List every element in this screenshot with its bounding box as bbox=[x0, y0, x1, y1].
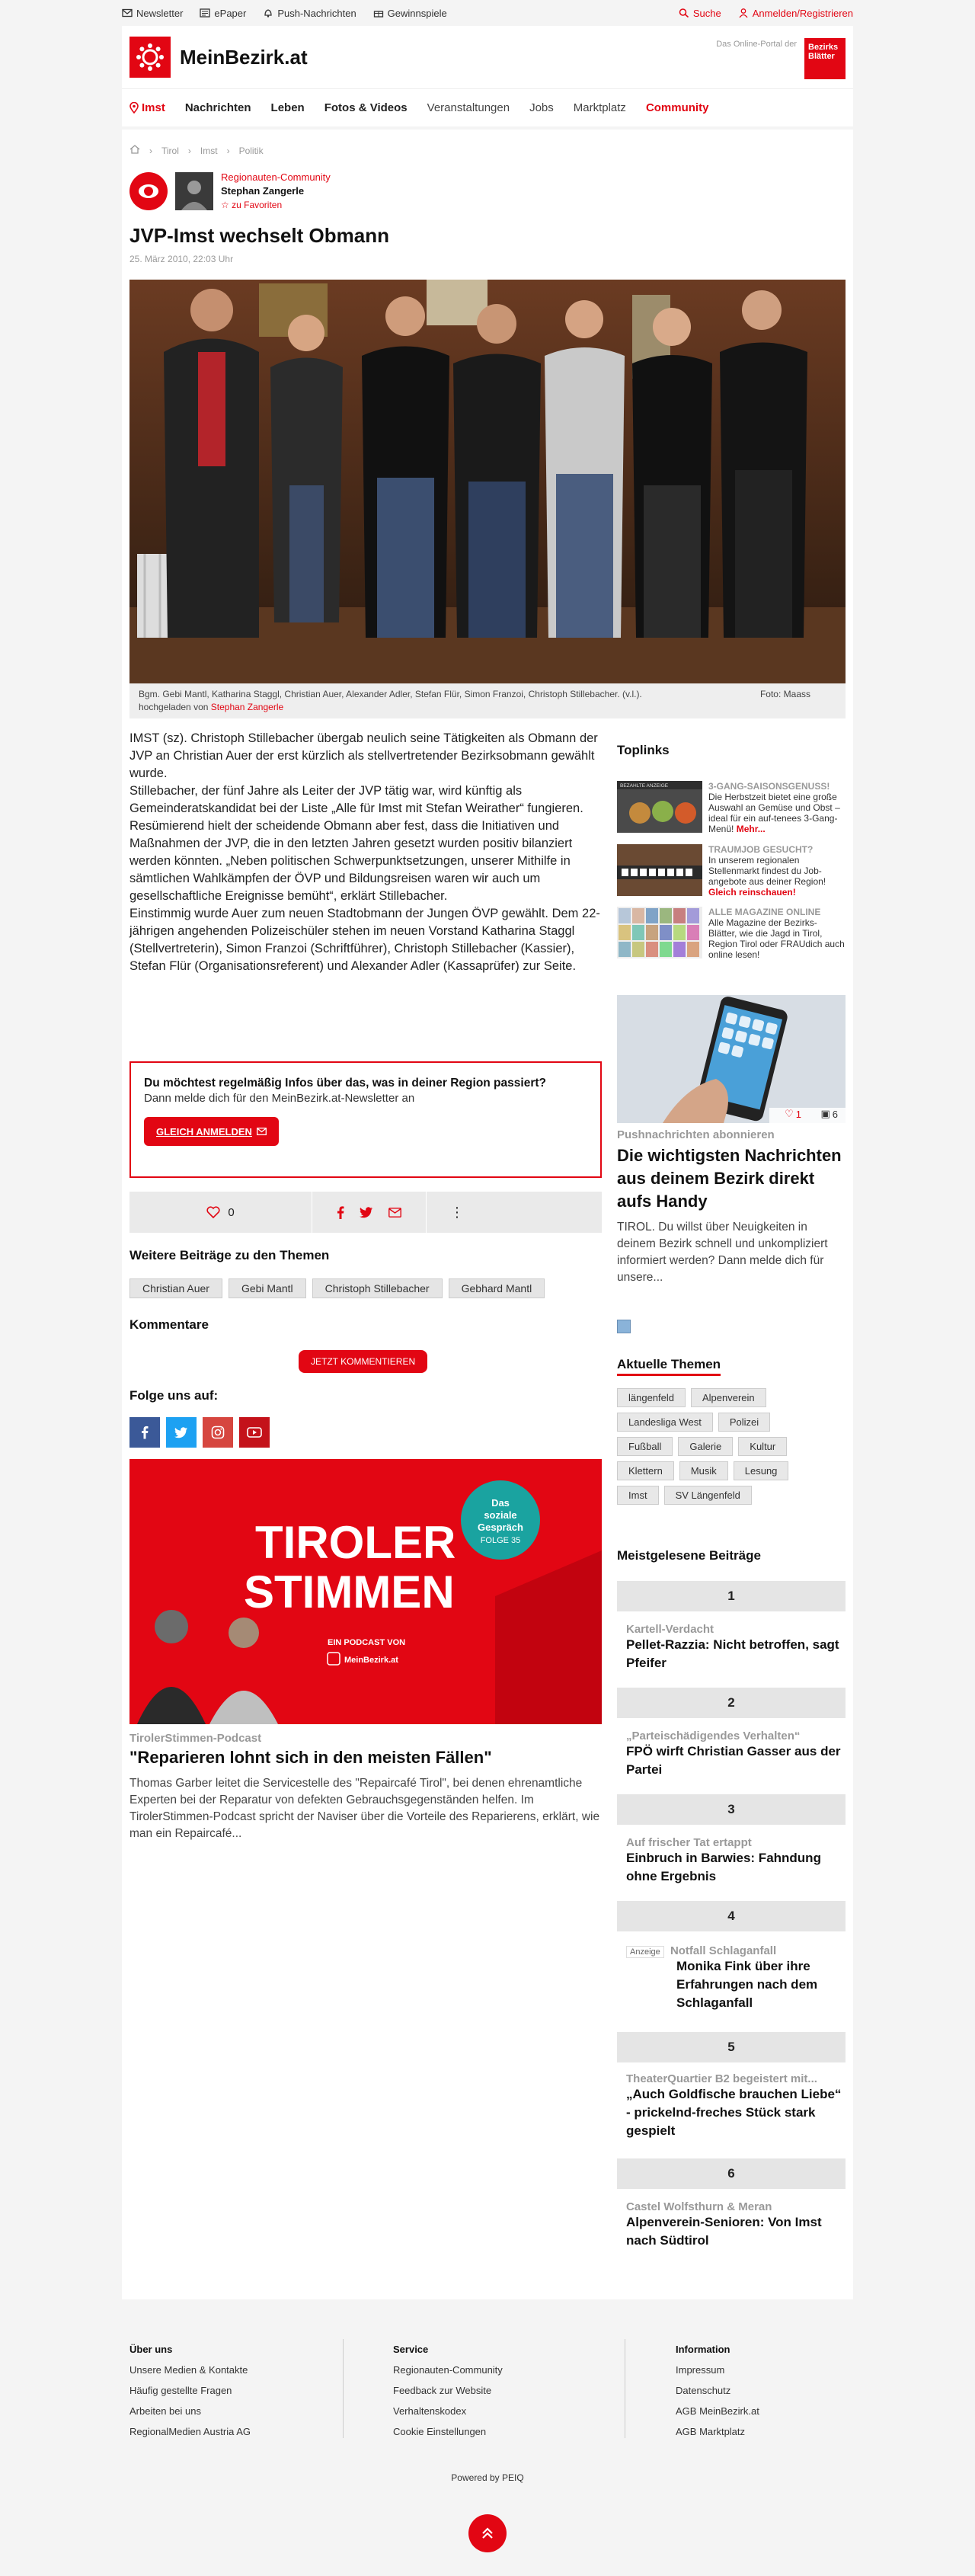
chevron-up-icon bbox=[480, 2526, 495, 2541]
utility-right bbox=[679, 8, 853, 19]
toplink-text bbox=[708, 781, 846, 837]
topic-tag[interactable]: Christoph Stillebacher bbox=[312, 1278, 443, 1298]
back-to-top-button[interactable] bbox=[468, 2514, 507, 2552]
utility-bar bbox=[122, 0, 853, 26]
footer-link[interactable]: Datenschutz bbox=[676, 2385, 731, 2396]
youtube-icon[interactable] bbox=[239, 1417, 270, 1448]
most-read-title: Einbruch in Barwies: Fahndung ohne Ergebnis bbox=[626, 1851, 821, 1883]
most-read-title: „Auch Goldfische brauchen Liebe“ - prickelnd-freches Stück stark gespielt bbox=[626, 2087, 842, 2138]
login-link[interactable] bbox=[738, 8, 853, 19]
most-read-item[interactable] bbox=[626, 1730, 846, 1779]
heart-icon: ♡ bbox=[785, 1108, 794, 1119]
email-share-icon[interactable] bbox=[388, 1208, 401, 1218]
toplink-text bbox=[708, 907, 846, 963]
podcast-badge-1: Das bbox=[491, 1497, 510, 1509]
nav-veranstaltungen[interactable]: Veranstaltungen bbox=[427, 101, 510, 114]
bezirksblaetter-logo-text: Bezirks Blätter bbox=[808, 43, 839, 61]
powered-by[interactable]: Powered by PEIQ bbox=[451, 2472, 524, 2483]
toplink-image bbox=[617, 907, 702, 958]
push-image-count bbox=[820, 1108, 838, 1120]
favorite-button[interactable] bbox=[221, 198, 331, 212]
rank-badge: 2 bbox=[617, 1688, 846, 1718]
toplink-image-label: BEZAHLTE ANZEIGE bbox=[620, 783, 669, 789]
like-button[interactable] bbox=[129, 1192, 312, 1233]
most-read-item[interactable] bbox=[626, 2200, 846, 2250]
footer-heading: Über uns bbox=[129, 2344, 173, 2355]
article-paragraph: IMST (sz). Christoph Stillebacher übergab neulich seine Tätigkeiten als Obmann der JVP an Christian Auer der erst kürzlich als stellvertretender Bezirksobmann gewählt wurde. bbox=[129, 731, 598, 780]
logo-icon bbox=[129, 37, 171, 78]
topic-chip[interactable]: Lesung bbox=[734, 1461, 789, 1480]
article-title: JVP-Imst wechselt Obmann bbox=[129, 224, 389, 247]
footer-link[interactable]: RegionalMedien Austria AG bbox=[129, 2426, 251, 2437]
footer-divider bbox=[343, 2339, 344, 2438]
push-text: TIROL. Du willst über Neuigkeiten in deinem Bezirk schnell und unkompliziert informiert werden? Dann melde dich für unsere... bbox=[617, 1221, 828, 1284]
most-read-kicker: TheaterQuartier B2 begeistert mit... bbox=[626, 2072, 817, 2085]
podcast-badge-4: FOLGE 35 bbox=[480, 1536, 521, 1545]
most-read-item[interactable] bbox=[626, 2072, 846, 2140]
current-topics-heading: Aktuelle Themen bbox=[617, 1357, 721, 1376]
podcast-image-logo: MeinBezirk.at bbox=[344, 1656, 398, 1665]
newsletter-label: Newsletter bbox=[136, 7, 184, 19]
facebook-icon[interactable] bbox=[337, 1206, 344, 1219]
gewinnspiele-link[interactable] bbox=[373, 8, 447, 19]
topic-chip[interactable]: Polizei bbox=[718, 1413, 770, 1432]
heart-icon bbox=[206, 1206, 220, 1218]
most-read-item[interactable] bbox=[626, 1623, 846, 1672]
mail-icon bbox=[122, 8, 133, 18]
topic-tag[interactable]: Gebi Mantl bbox=[229, 1278, 306, 1298]
most-read-kicker: Castel Wolfsthurn & Meran bbox=[626, 2200, 772, 2213]
newsletter-heading: Du möchtest regelmäßig Infos über das, was in deiner Region passiert? bbox=[144, 1077, 546, 1090]
article-photo[interactable] bbox=[129, 280, 846, 683]
epaper-label: ePaper bbox=[214, 7, 247, 19]
toplink-title: ALLE MAGAZINE ONLINE bbox=[708, 907, 821, 917]
most-read-title: Alpenverein-Senioren: Von Imst nach Südtirol bbox=[626, 2215, 822, 2248]
uploaded-line bbox=[139, 701, 836, 714]
footer-col-about bbox=[129, 2339, 358, 2442]
topic-chip[interactable]: SV Längenfeld bbox=[664, 1486, 752, 1505]
nav-marktplatz[interactable]: Marktplatz bbox=[573, 101, 626, 114]
footer-heading: Service bbox=[393, 2344, 429, 2355]
topic-chip[interactable]: längenfeld bbox=[617, 1388, 686, 1407]
toplink-more: Mehr... bbox=[736, 824, 766, 834]
toplink-title: 3-GANG-SAISONSGENUSS! bbox=[708, 781, 830, 792]
footer-link[interactable]: AGB MeinBezirk.at bbox=[676, 2405, 759, 2417]
nav-location[interactable] bbox=[129, 101, 165, 114]
nav-jobs[interactable]: Jobs bbox=[529, 101, 554, 114]
podcast-kicker: TirolerStimmen-Podcast bbox=[129, 1732, 262, 1745]
star-icon: ☆ bbox=[221, 200, 229, 210]
podcast-title[interactable]: "Reparieren lohnt sich in den meisten Fällen" bbox=[129, 1748, 492, 1767]
breadcrumb-politik[interactable]: Politik bbox=[238, 145, 264, 156]
social-links bbox=[129, 1417, 270, 1448]
footer-link[interactable]: Verhaltenskodex bbox=[393, 2405, 467, 2417]
facebook-icon[interactable] bbox=[129, 1417, 160, 1448]
push-kicker: Pushnachrichten abonnieren bbox=[617, 1128, 775, 1141]
more-vertical-icon: ⋮ bbox=[450, 1205, 464, 1220]
podcast-image-title-1: TIROLER bbox=[255, 1517, 456, 1568]
topic-chip[interactable]: Landesliga West bbox=[617, 1413, 713, 1432]
topic-chip[interactable]: Musik bbox=[679, 1461, 728, 1480]
toplink-body: In unserem regionalen Stellenmarkt findest du Job-angebote aus deiner Region! bbox=[708, 855, 826, 887]
footer-link[interactable]: Unsere Medien & Kontakte bbox=[129, 2364, 248, 2376]
footer-link[interactable]: Regionauten-Community bbox=[393, 2364, 503, 2376]
toplink-item[interactable] bbox=[617, 844, 846, 901]
footer-link[interactable]: Impressum bbox=[676, 2364, 725, 2376]
home-icon[interactable] bbox=[129, 145, 140, 156]
author-avatar[interactable] bbox=[175, 172, 213, 210]
comment-now-button[interactable]: JETZT KOMMENTIEREN bbox=[299, 1350, 427, 1373]
podcast-image-title-2: STIMMEN bbox=[244, 1566, 455, 1618]
footer-col-information bbox=[676, 2339, 904, 2442]
most-read-title: FPÖ wirft Christian Gasser aus der Partei bbox=[626, 1744, 841, 1777]
most-read-kicker: Auf frischer Tat ertappt bbox=[626, 1836, 752, 1849]
bell-icon bbox=[263, 8, 273, 18]
share-bar bbox=[129, 1192, 602, 1233]
article-date: 25. März 2010, 22:03 Uhr bbox=[129, 254, 234, 264]
toplink-body: Die Herbstzeit bietet eine große Auswahl an Gemüse und Obst – ideal für ein auf-tenees 3-Gang-Menü! bbox=[708, 792, 840, 834]
footer-link[interactable]: Feedback zur Website bbox=[393, 2385, 492, 2396]
toplink-image bbox=[617, 781, 702, 833]
rank-badge: 3 bbox=[617, 1794, 846, 1825]
images-icon: ▣ bbox=[820, 1108, 830, 1119]
footer-link[interactable]: Cookie Einstellungen bbox=[393, 2426, 487, 2437]
search-icon bbox=[679, 8, 689, 18]
epaper-icon bbox=[200, 8, 210, 18]
toplink-title: TRAUMJOB GESUCHT? bbox=[708, 844, 814, 855]
most-read-kicker: Notfall Schlaganfall bbox=[670, 1944, 777, 1957]
footer-link[interactable]: AGB Marktplatz bbox=[676, 2426, 746, 2437]
site-header bbox=[122, 26, 853, 88]
logo-text: MeinBezirk.at bbox=[180, 45, 308, 69]
podcast-teaser-image[interactable] bbox=[129, 1459, 602, 1724]
topic-chip[interactable]: Galerie bbox=[678, 1437, 733, 1456]
footer-heading: Information bbox=[676, 2344, 730, 2355]
portal-text: Das Online-Portal der bbox=[716, 40, 797, 49]
more-topics-heading: Weitere Beiträge zu den Themen bbox=[129, 1248, 330, 1262]
breadcrumb-imst[interactable]: Imst bbox=[200, 145, 218, 156]
podcast-image-sub: EIN PODCAST VON bbox=[328, 1638, 406, 1647]
rank-badge: 4 bbox=[617, 1901, 846, 1931]
caption-credit: Foto: Maass bbox=[759, 689, 810, 699]
community-link[interactable]: Regionauten-Community bbox=[221, 171, 331, 183]
footer-link[interactable]: Häufig gestellte Fragen bbox=[129, 2385, 232, 2396]
toplink-item[interactable] bbox=[617, 781, 846, 837]
toplink-image bbox=[617, 844, 702, 896]
breadcrumb-tirol[interactable]: Tirol bbox=[161, 145, 179, 156]
push-like-number: 1 bbox=[795, 1108, 801, 1120]
utility-left bbox=[122, 8, 447, 19]
newsletter-signup-button[interactable] bbox=[144, 1117, 279, 1146]
nav-fotos-videos[interactable]: Fotos & Videos bbox=[324, 101, 408, 114]
more-options-button[interactable] bbox=[427, 1192, 488, 1233]
topic-tag[interactable]: Gebhard Mantl bbox=[449, 1278, 545, 1298]
podcast-badge-2: soziale bbox=[484, 1509, 517, 1521]
podcast-badge-3: Gespräch bbox=[478, 1522, 523, 1533]
gift-icon bbox=[373, 8, 384, 18]
current-topics-list bbox=[617, 1388, 815, 1505]
bezirksblaetter-logo[interactable] bbox=[804, 38, 846, 79]
topic-chip[interactable]: Klettern bbox=[617, 1461, 674, 1480]
toplink-body: Alle Magazine der Bezirks-Blätter, wie die Jagd in Tirol, Region Tirol oder FRAUdich auch online lesen! bbox=[708, 917, 845, 960]
most-read-kicker: Kartell-Verdacht bbox=[626, 1623, 714, 1636]
follow-heading: Folge uns auf: bbox=[129, 1388, 219, 1403]
rank-badge: 6 bbox=[617, 2158, 846, 2189]
most-read-item[interactable] bbox=[626, 1836, 846, 1886]
author-meta bbox=[221, 171, 331, 212]
article-paragraph: Einstimmig wurde Auer zum neuen Stadtobmann der Jungen ÖVP gewählt. Dem 22-jährigen angehenden Polizeischüler stehen im neuen Vorstand Katharina Staggl (Stellvertreterin), Simon Franzoi (Schriftführer), Christoph Stillebacher (Kassier), Stefan Flür (Organisationsreferent) und Alexander Adler (Kassaprüfer) zur Seite. bbox=[129, 907, 600, 973]
newsletter-subtext: Dann melde dich für den MeinBezirk.at-Newsletter an bbox=[144, 1092, 415, 1105]
chevron-right-icon: › bbox=[149, 145, 152, 156]
footer-link[interactable]: Arbeiten bei uns bbox=[129, 2405, 201, 2417]
topic-chip[interactable]: Imst bbox=[617, 1486, 659, 1505]
nav-community[interactable]: Community bbox=[645, 101, 709, 114]
topic-tag[interactable]: Christian Auer bbox=[129, 1278, 222, 1298]
most-read-kicker: „Parteischädigendes Verhalten“ bbox=[626, 1730, 801, 1742]
like-count: 0 bbox=[228, 1205, 235, 1219]
most-read-kicker-row bbox=[626, 1944, 846, 1957]
toplink-more: Gleich reinschauen! bbox=[708, 887, 796, 898]
nav-leben[interactable]: Leben bbox=[270, 101, 305, 114]
push-link[interactable] bbox=[263, 8, 356, 19]
toplink-text bbox=[708, 844, 846, 901]
most-read-title: Pellet-Razzia: Nicht betroffen, sagt Pfeifer bbox=[626, 1637, 839, 1670]
search-label: Suche bbox=[692, 7, 721, 19]
newsletter-signup-label: GLEICH ANMELDEN bbox=[156, 1125, 252, 1138]
ad-label: Anzeige bbox=[626, 1946, 664, 1958]
newsletter-link[interactable] bbox=[122, 8, 183, 19]
nav-nachrichten[interactable]: Nachrichten bbox=[184, 101, 251, 114]
photo-caption bbox=[129, 683, 846, 718]
article-body bbox=[129, 730, 602, 975]
site-logo[interactable] bbox=[129, 37, 308, 78]
uploaded-prefix: hochgeladen von bbox=[139, 702, 209, 712]
article-paragraph: Stillebacher, der fünf Jahre als Leiter der JVP tätig war, wird künftig als Gemeinderatskandidat bei der Liste „Alle für Imst mit Stefan Weirather“ fungieren. Resümierend hielt der scheidende Obmann aber fest, dass die Initiativen und Maßnahmen der JVP, die in den letzten Jahren gesetzt wurden positiv bilanziert werden könnten. „Neben politischen Schwerpunktsetzungen, unserer Mithilfe in sämtlichen Wahlkämpfen der ÖVP und Bildungsreisen waren wir auch um gesellschaftliche Ereignisse bemüht“, erklärt Stillebacher. bbox=[129, 784, 583, 903]
push-title[interactable]: Die wichtigsten Nachrichten aus deinem Bezirk direkt aufs Handy bbox=[617, 1146, 842, 1211]
mail-icon bbox=[257, 1128, 267, 1135]
rank-badge: 1 bbox=[617, 1581, 846, 1611]
push-label: Push-Nachrichten bbox=[277, 7, 356, 19]
twitter-icon[interactable] bbox=[360, 1207, 373, 1218]
uploaded-by-link[interactable]: Stephan Zangerle bbox=[210, 702, 284, 712]
topic-tags bbox=[129, 1278, 545, 1298]
epaper-link[interactable] bbox=[200, 8, 246, 19]
most-read-heading: Meistgelesene Beiträge bbox=[617, 1548, 761, 1563]
ad-marker-icon[interactable] bbox=[617, 1320, 631, 1333]
footer-col-service bbox=[393, 2339, 622, 2442]
topic-chip[interactable]: Kultur bbox=[738, 1437, 787, 1456]
nav-location-label: Imst bbox=[142, 101, 165, 114]
author-name[interactable]: Stephan Zangerle bbox=[221, 185, 305, 197]
user-icon bbox=[738, 8, 749, 18]
chevron-right-icon: › bbox=[226, 145, 230, 156]
favorite-label: zu Favoriten bbox=[232, 200, 283, 210]
community-avatar[interactable] bbox=[129, 172, 168, 210]
twitter-icon[interactable] bbox=[166, 1417, 197, 1448]
breadcrumb bbox=[129, 145, 264, 156]
newsletter-box bbox=[129, 1061, 602, 1178]
push-teaser-image[interactable] bbox=[617, 995, 846, 1123]
rank-badge: 5 bbox=[617, 2032, 846, 2062]
login-label: Anmelden/Registrieren bbox=[752, 7, 853, 19]
most-read-title: Monika Fink über ihre Erfahrungen nach dem Schlaganfall bbox=[676, 1959, 818, 2010]
comments-heading: Kommentare bbox=[129, 1317, 209, 1332]
instagram-icon[interactable] bbox=[203, 1417, 233, 1448]
most-read-item[interactable] bbox=[626, 1944, 846, 2012]
author-block bbox=[129, 171, 331, 212]
toplink-item[interactable] bbox=[617, 907, 846, 963]
caption-text: Bgm. Gebi Mantl, Katharina Staggl, Christian Auer, Alexander Adler, Stefan Flür, Simon Franzoi, Christoph Stillebacher. (v.l.). bbox=[139, 689, 642, 699]
share-buttons bbox=[312, 1192, 427, 1233]
chevron-right-icon: › bbox=[187, 145, 191, 156]
push-image-number: 6 bbox=[832, 1108, 838, 1120]
topic-chip[interactable]: Fußball bbox=[617, 1437, 673, 1456]
toplinks-heading: Toplinks bbox=[617, 743, 670, 757]
topic-chip[interactable]: Alpenverein bbox=[691, 1388, 766, 1407]
main-nav bbox=[122, 88, 853, 126]
podcast-teaser-text: Thomas Garber leitet die Servicestelle des "Repaircafé Tirol", bei denen ehrenamtliche Experten bei der Reparatur von defekten Gebrauchsgegenständen helfen. Im TirolerStimmen-Podcast spricht der Naviser über die Vorteile des Reparierens, erklärt, wie man ein Repaircafé... bbox=[129, 1777, 600, 1840]
push-like-count[interactable] bbox=[785, 1108, 801, 1120]
location-pin-icon bbox=[129, 102, 139, 114]
gewinnspiele-label: Gewinnspiele bbox=[387, 7, 447, 19]
search-link[interactable] bbox=[679, 8, 721, 19]
